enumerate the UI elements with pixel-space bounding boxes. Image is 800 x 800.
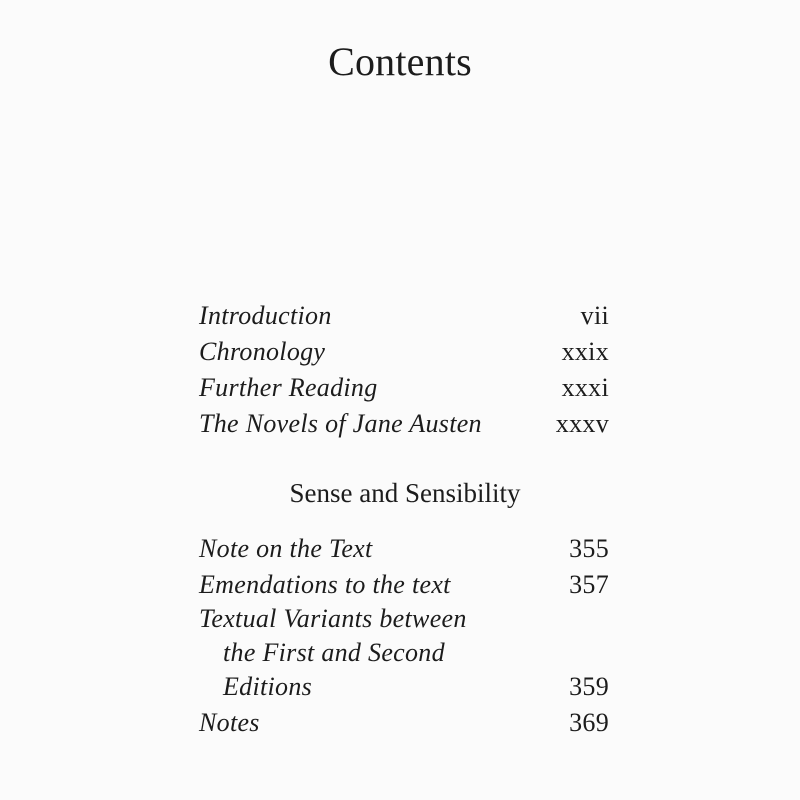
toc-entry-novels-of-jane-austen[interactable] <box>199 407 609 441</box>
toc-entry-label-continuation: Editions <box>223 672 313 701</box>
toc-entry-page-number: 355 <box>569 534 609 563</box>
toc-entry-note-on-the-text[interactable] <box>199 532 609 566</box>
toc-entry-label-continuation: the First and Second <box>223 638 445 667</box>
toc-entry-label: Emendations to the text <box>199 570 451 599</box>
toc-entry-label: Notes <box>199 708 260 737</box>
section-heading: Sense and Sensibility <box>289 478 521 508</box>
toc-entry-chronology[interactable] <box>199 335 609 369</box>
toc-entry-label: Textual Variants between <box>199 604 467 633</box>
toc-entry-page-number: vii <box>580 301 609 330</box>
toc-entry-page-number: 359 <box>569 672 609 701</box>
toc-entry-textual-variants-line-3[interactable] <box>199 670 609 704</box>
toc-entry-page-number: 369 <box>569 708 609 737</box>
toc-entry-textual-variants-line-2[interactable] <box>199 636 609 670</box>
page-title: Contents <box>328 39 472 84</box>
toc-entry-label: Introduction <box>199 301 332 330</box>
toc-entry-label: The Novels of Jane Austen <box>199 409 482 438</box>
toc-entry-page-number: 357 <box>569 570 609 599</box>
toc-entry-page-number: xxix <box>561 337 609 366</box>
toc-entry-label: Note on the Text <box>199 534 373 563</box>
toc-entry-label: Further Reading <box>199 373 378 402</box>
toc-entry-textual-variants-line-1[interactable] <box>199 602 609 636</box>
toc-entry-notes[interactable] <box>199 706 609 740</box>
toc-entry-page-number: xxxi <box>561 373 609 402</box>
toc-entry-emendations[interactable] <box>199 568 609 602</box>
toc-entry-introduction[interactable] <box>199 299 609 333</box>
toc-entry-page-number: xxxv <box>555 409 609 438</box>
toc-entry-label: Chronology <box>199 337 326 366</box>
toc-entry-further-reading[interactable] <box>199 371 609 405</box>
